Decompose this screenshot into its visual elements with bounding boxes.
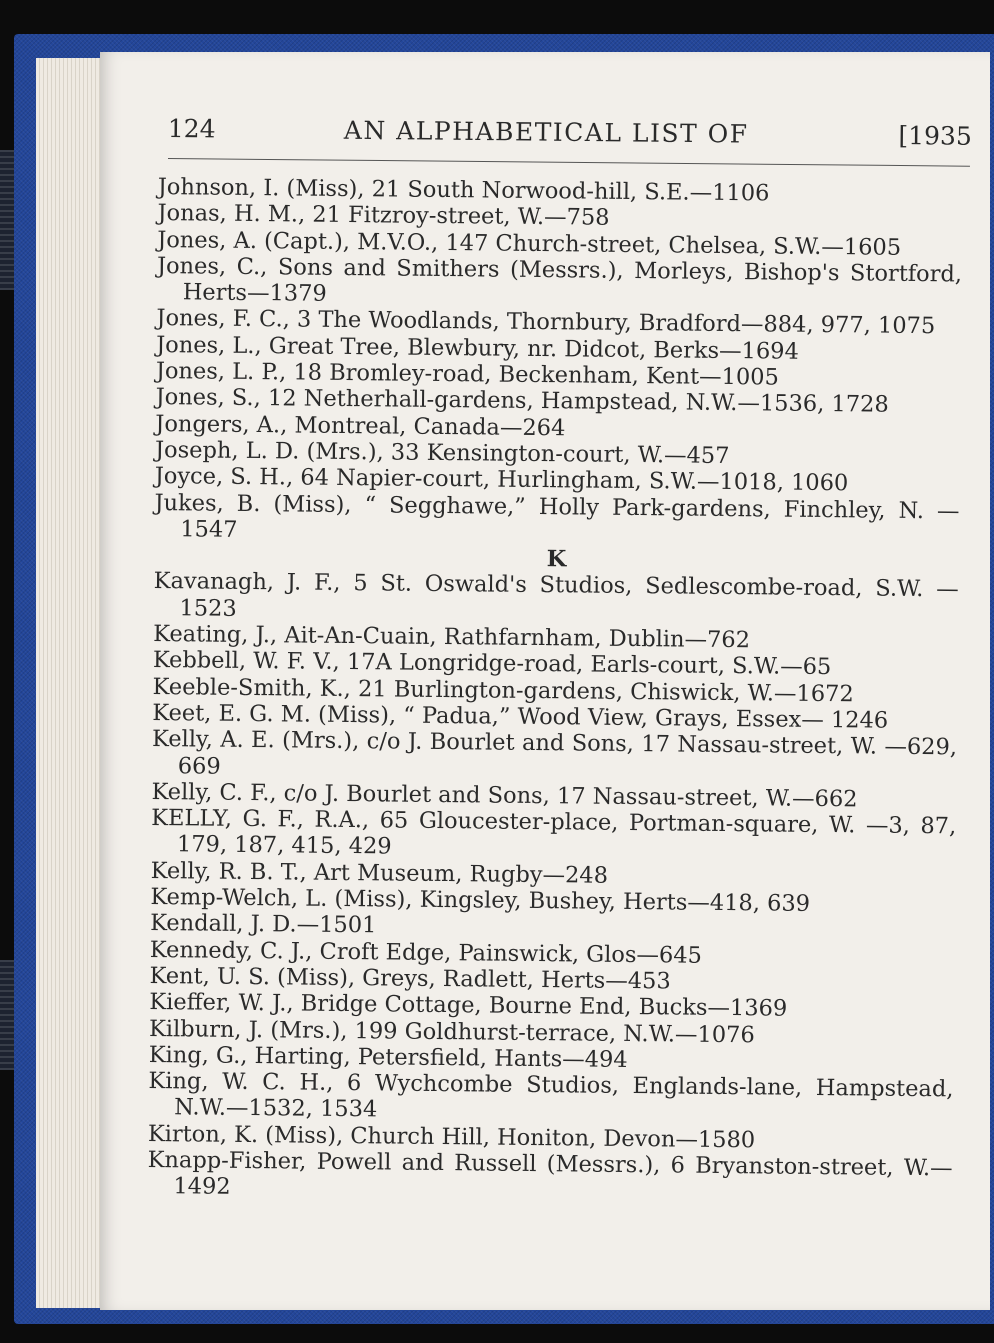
list-entry: King, W. C. H., 6 Wychcombe Studios, Englands-lane, Hampstead, N.W.—1532, 1534 [148,1068,954,1123]
list-entry: Jonas, H. M., 21 Fitzroy-street, W.—758 [157,200,610,232]
list-entry: Johnson, I. (Miss), 21 South Norwood-hill, S.E.—1106 [157,174,770,207]
list-entry: Knapp-Fisher, Powell and Russell (Messrs.), 6 Bryanston-street, W.—1492 [147,1146,953,1201]
list-entry: Keeble-Smith, K., 21 Burlington-gardens, Chiswick, W.—1672 [152,673,854,707]
list-entry: Jones, S., 12 Netherhall-gardens, Hampstead, N.W.—1536, 1728 [155,384,889,419]
list-entry: Jones, F. C., 3 The Woodlands, Thornbury, Bradford—884, 977, 1075 [156,305,936,340]
header-year: [1935 [898,121,972,151]
list-entry: Kelly, A. E. (Mrs.), c/o J. Bourlet and Sons, 17 Nassau-street, W. —629, 669 [151,726,958,780]
page-edges [36,58,106,1308]
list-entry: Joseph, L. D. (Mrs.), 33 Kensington-court, W.—457 [154,436,730,469]
list-entry: Kebbell, W. F. V., 17A Longridge-road, Earls-court, S.W.—65 [152,647,832,681]
list-entry: Kemp-Welch, L. (Miss), Kingsley, Bushey, Herts—418, 639 [150,883,811,917]
page-number: 124 [167,114,216,144]
list-entry: Kieffer, W. J., Bridge Cottage, Bourne End, Bucks—1369 [149,989,788,1022]
list-entry: Jones, L. P., 18 Bromley-road, Beckenham, Kent—1005 [155,358,780,391]
list-entry: Kent, U. S. (Miss), Greys, Radlett, Herts—453 [149,962,671,995]
list-entry: Keating, J., Ait-An-Cuain, Rathfarnham, Dublin—762 [153,621,751,654]
list-entry: Kilburn, J. (Mrs.), 199 Goldhurst-terrace, N.W.—1076 [148,1015,755,1048]
page-header [168,114,972,166]
list-entry: King, G., Harting, Petersfield, Hants—494 [148,1041,628,1073]
list-entry: Kavanagh, J. F., 5 St. Oswald's Studios, Sedlescombe-road, S.W. —1523 [153,568,959,622]
list-entry: Jones, A. (Capt.), M.V.O., 147 Church-street, Chelsea, S.W.—1605 [157,226,902,261]
list-entry: Joyce, S. H., 64 Napier-court, Hurlingham, S.W.—1018, 1060 [154,463,849,497]
list-entry: Kelly, R. B. T., Art Museum, Rugby—248 [150,857,609,889]
list-entry: Kennedy, C. J., Croft Edge, Painswick, Glos—645 [149,936,703,969]
list-entry: Jones, L., Great Tree, Blewbury, nr. Didcot, Berks—1694 [156,331,800,365]
list-entry: Keet, E. G. M. (Miss), “ Padua,” Wood View, Grays, Essex— 1246 [152,699,889,734]
list-entry: KELLY, G. F., R.A., 65 Gloucester-place, Portman-square, W. —3, 87, 179, 187, 415, 429 [151,805,957,860]
list-entry: Jongers, A., Montreal, Canada—264 [155,410,566,441]
list-entry: Jones, C., Sons and Smithers (Messrs.), Morleys, Bishop's Stortford, Herts—1379 [156,252,963,307]
list-entry: Kirton, K. (Miss), Church Hill, Honiton, Devon—1580 [147,1120,756,1153]
list-entry: Jukes, B. (Miss), “ Segghawe,” Holly Park-gardens, Finchley, N. —1547 [154,489,960,543]
directory-list [147,174,963,1208]
running-title: AN ALPHABETICAL LIST OF [343,115,749,149]
section-heading-k: K [546,546,567,573]
list-entry: Kelly, C. F., c/o J. Bourlet and Sons, 17 Nassau-street, W.—662 [151,778,858,813]
book-page [100,52,990,1310]
list-entry: Kendall, J. D.—1501 [150,910,377,939]
